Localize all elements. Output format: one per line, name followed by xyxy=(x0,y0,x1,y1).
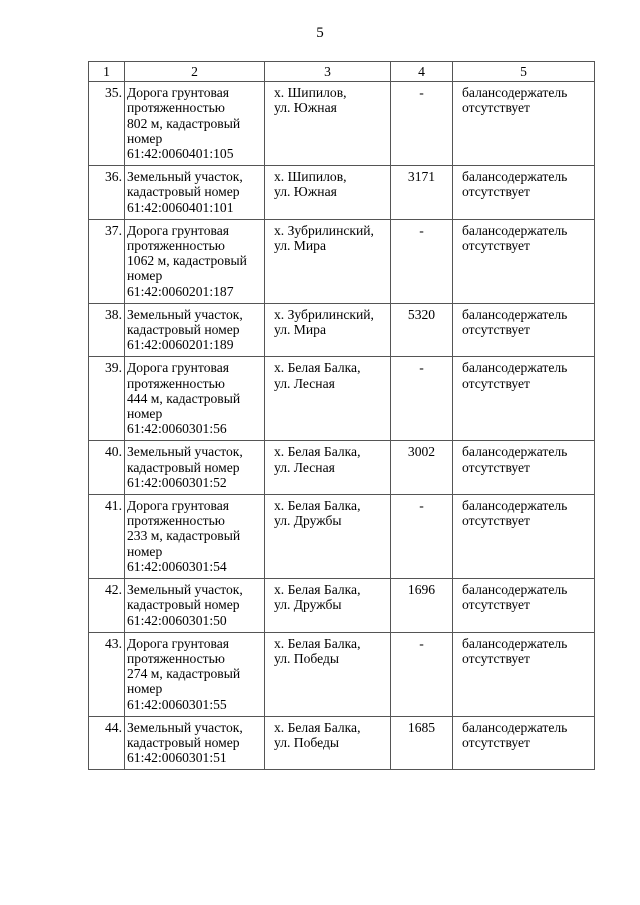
cell-text-line: номер xyxy=(127,681,163,697)
area-cell: - xyxy=(391,82,453,166)
cell-text-line: ул. Южная xyxy=(274,184,337,200)
balance-holder-cell xyxy=(453,357,595,441)
cell-text-line: 233 м, кадастровый xyxy=(127,528,241,544)
cell-text-line: кадастровый номер xyxy=(127,184,240,200)
cell-text-line: балансодержатель xyxy=(462,498,568,514)
cell-text-line: номер xyxy=(127,130,163,146)
cell-text-line: кадастровый номер xyxy=(127,734,240,750)
address-cell xyxy=(265,441,391,495)
object-name-cell xyxy=(125,495,265,579)
column-header: 1 xyxy=(89,62,125,82)
cell-text-line: Земельный участок, xyxy=(127,444,243,460)
area-cell: 3002 xyxy=(391,441,453,495)
cell-text-line: х. Белая Балка, xyxy=(274,719,361,735)
table-row xyxy=(89,632,595,716)
object-name-cell xyxy=(125,579,265,633)
cell-text-line: протяженностью xyxy=(127,650,225,666)
cell-text-line: протяженностью xyxy=(127,375,225,391)
cell-text-line: х. Белая Балка, xyxy=(274,360,361,376)
cell-text-line: номер xyxy=(127,268,163,284)
balance-holder-cell xyxy=(453,166,595,220)
area-cell: 3171 xyxy=(391,166,453,220)
area-cell: 5320 xyxy=(391,303,453,357)
object-name-cell xyxy=(125,219,265,303)
cell-text-line: ул. Дружбы xyxy=(274,513,342,529)
cell-text-line: ул. Мира xyxy=(274,238,326,254)
cell-text-line: 444 м, кадастровый xyxy=(127,390,241,406)
row-number-cell: 41. xyxy=(89,495,125,579)
cell-text-line: балансодержатель xyxy=(462,719,568,735)
cell-text-line: балансодержатель xyxy=(462,169,568,185)
address-cell xyxy=(265,82,391,166)
cell-text-line: отсутствует xyxy=(462,597,531,613)
table-row xyxy=(89,166,595,220)
table-row xyxy=(89,579,595,633)
cell-text-line: балансодержатель xyxy=(462,222,568,238)
table-header-row xyxy=(89,62,595,82)
object-name-cell xyxy=(125,303,265,357)
balance-holder-cell xyxy=(453,441,595,495)
table-row xyxy=(89,82,595,166)
cell-text-line: балансодержатель xyxy=(462,306,568,322)
area-cell: - xyxy=(391,357,453,441)
cell-text-line: отсутствует xyxy=(462,459,531,475)
cell-text-line: ул. Мира xyxy=(274,322,326,338)
address-cell xyxy=(265,219,391,303)
area-cell: 1685 xyxy=(391,716,453,770)
table-row xyxy=(89,495,595,579)
area-cell: - xyxy=(391,632,453,716)
object-name-cell xyxy=(125,357,265,441)
cell-text-line: 61:42:0060301:56 xyxy=(127,421,227,437)
address-cell xyxy=(265,303,391,357)
balance-holder-cell xyxy=(453,579,595,633)
cell-text-line: х. Белая Балка, xyxy=(274,444,361,460)
cell-text-line: отсутствует xyxy=(462,100,531,116)
address-cell xyxy=(265,716,391,770)
table-row xyxy=(89,219,595,303)
cell-text-line: кадастровый номер xyxy=(127,597,240,613)
cell-text-line: балансодержатель xyxy=(462,85,568,101)
balance-holder-cell xyxy=(453,632,595,716)
table-body xyxy=(89,82,595,770)
object-name-cell xyxy=(125,716,265,770)
cell-text-line: отсутствует xyxy=(462,184,531,200)
page-number: 5 xyxy=(316,25,324,41)
cell-text-line: х. Белая Балка, xyxy=(274,635,361,651)
cell-text-line: 61:42:0060301:51 xyxy=(127,750,227,766)
cell-text-line: отсутствует xyxy=(462,238,531,254)
area-cell: 1696 xyxy=(391,579,453,633)
cell-text-line: отсутствует xyxy=(462,375,531,391)
row-number-cell: 42. xyxy=(89,579,125,633)
cell-text-line: протяженностью xyxy=(127,513,225,529)
cell-text-line: протяженностью xyxy=(127,100,225,116)
cell-text-line: х. Белая Балка, xyxy=(274,498,361,514)
column-header: 2 xyxy=(125,62,265,82)
row-number-cell: 37. xyxy=(89,219,125,303)
object-name-cell xyxy=(125,166,265,220)
cell-text-line: 61:42:0060301:50 xyxy=(127,612,227,628)
row-number-cell: 39. xyxy=(89,357,125,441)
address-cell xyxy=(265,166,391,220)
cell-text-line: протяженностью xyxy=(127,238,225,254)
cell-text-line: Дорога грунтовая xyxy=(127,222,230,238)
cell-text-line: номер xyxy=(127,406,163,422)
row-number-cell: 36. xyxy=(89,166,125,220)
balance-holder-cell xyxy=(453,495,595,579)
cell-text-line: балансодержатель xyxy=(462,635,568,651)
cell-text-line: 61:42:0060301:55 xyxy=(127,696,227,712)
cell-text-line: Земельный участок, xyxy=(127,169,243,185)
row-number-cell: 44. xyxy=(89,716,125,770)
cell-text-line: ул. Победы xyxy=(274,734,340,750)
balance-holder-cell xyxy=(453,82,595,166)
cell-text-line: ул. Лесная xyxy=(274,375,335,391)
cell-text-line: х. Зубрилинский, xyxy=(274,306,374,322)
cell-text-line: 61:42:0060401:101 xyxy=(127,199,234,215)
cell-text-line: х. Шипилов, xyxy=(274,85,347,101)
cell-text-line: 61:42:0060201:187 xyxy=(127,283,234,299)
column-header: 5 xyxy=(453,62,595,82)
cell-text-line: Дорога грунтовая xyxy=(127,85,230,101)
object-name-cell xyxy=(125,632,265,716)
address-cell xyxy=(265,495,391,579)
cell-text-line: балансодержатель xyxy=(462,582,568,598)
table-row xyxy=(89,441,595,495)
cell-text-line: 61:42:0060301:52 xyxy=(127,474,227,490)
object-name-cell xyxy=(125,82,265,166)
cell-text-line: х. Зубрилинский, xyxy=(274,222,374,238)
address-cell xyxy=(265,579,391,633)
cell-text-line: ул. Победы xyxy=(274,650,340,666)
cell-text-line: ул. Южная xyxy=(274,100,337,116)
cell-text-line: ул. Дружбы xyxy=(274,597,342,613)
cell-text-line: отсутствует xyxy=(462,650,531,666)
row-number-cell: 35. xyxy=(89,82,125,166)
table-row xyxy=(89,716,595,770)
cell-text-line: номер xyxy=(127,543,163,559)
object-name-cell xyxy=(125,441,265,495)
cell-text-line: х. Белая Балка, xyxy=(274,582,361,598)
cell-text-line: 61:42:0060201:189 xyxy=(127,337,234,353)
cell-text-line: ул. Лесная xyxy=(274,459,335,475)
cell-text-line: балансодержатель xyxy=(462,444,568,460)
property-table xyxy=(88,61,595,770)
cell-text-line: Дорога грунтовая xyxy=(127,635,230,651)
balance-holder-cell xyxy=(453,716,595,770)
row-number-cell: 38. xyxy=(89,303,125,357)
row-number-cell: 40. xyxy=(89,441,125,495)
address-cell xyxy=(265,357,391,441)
cell-text-line: Дорога грунтовая xyxy=(127,498,230,514)
cell-text-line: Дорога грунтовая xyxy=(127,360,230,376)
cell-text-line: кадастровый номер xyxy=(127,459,240,475)
cell-text-line: Земельный участок, xyxy=(127,582,243,598)
cell-text-line: 1062 м, кадастровый xyxy=(127,253,247,269)
cell-text-line: отсутствует xyxy=(462,734,531,750)
cell-text-line: 274 м, кадастровый xyxy=(127,666,241,682)
table-row xyxy=(89,303,595,357)
column-header: 4 xyxy=(391,62,453,82)
column-header: 3 xyxy=(265,62,391,82)
balance-holder-cell xyxy=(453,219,595,303)
cell-text-line: 61:42:0060401:105 xyxy=(127,146,234,162)
cell-text-line: отсутствует xyxy=(462,513,531,529)
cell-text-line: Земельный участок, xyxy=(127,719,243,735)
balance-holder-cell xyxy=(453,303,595,357)
area-cell: - xyxy=(391,219,453,303)
row-number-cell: 43. xyxy=(89,632,125,716)
address-cell xyxy=(265,632,391,716)
cell-text-line: х. Шипилов, xyxy=(274,169,347,185)
cell-text-line: 61:42:0060301:54 xyxy=(127,558,227,574)
cell-text-line: 802 м, кадастровый xyxy=(127,115,241,131)
area-cell: - xyxy=(391,495,453,579)
table-row xyxy=(89,357,595,441)
cell-text-line: балансодержатель xyxy=(462,360,568,376)
cell-text-line: Земельный участок, xyxy=(127,306,243,322)
cell-text-line: кадастровый номер xyxy=(127,322,240,338)
cell-text-line: отсутствует xyxy=(462,322,531,338)
